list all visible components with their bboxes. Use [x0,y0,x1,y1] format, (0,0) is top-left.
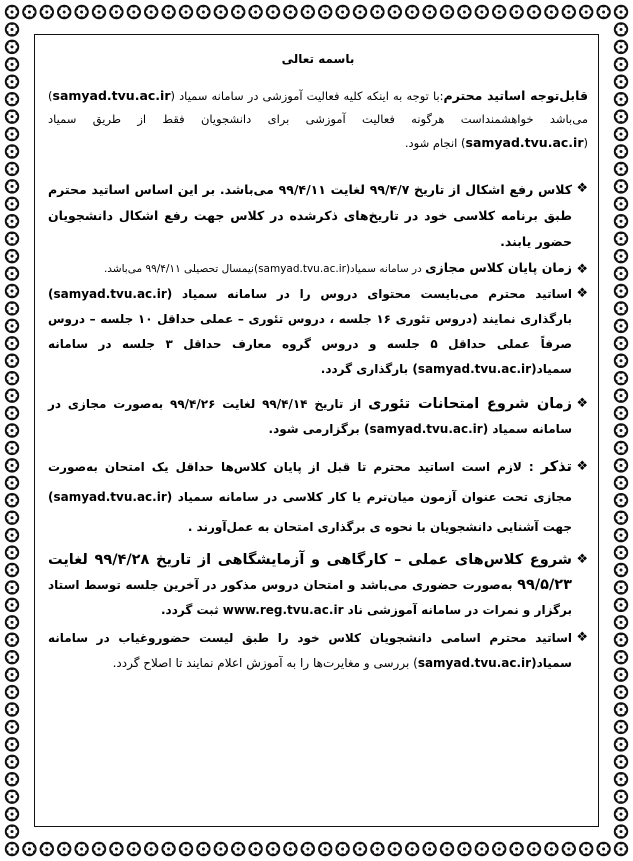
letter-body [48,52,588,676]
rosette-ornament-icon [5,650,19,664]
samyad-link[interactable]: samyad.tvu.ac.ir [258,263,346,275]
rosette-ornament-icon [562,842,576,856]
rosette-ornament-icon [614,249,628,263]
rosette-ornament-icon [231,842,245,856]
list-item-attendance [48,626,588,676]
rosette-ornament-icon [5,406,19,420]
rosette-ornament-icon [509,5,523,19]
rosette-ornament-icon [266,5,280,19]
rosette-ornament-icon [5,493,19,507]
list-item-content-upload [48,282,588,382]
rosette-ornament-icon [614,824,628,838]
rosette-ornament-icon [5,789,19,803]
rosette-ornament-icon [544,5,558,19]
rosette-ornament-icon [614,336,628,350]
rosette-ornament-icon [614,354,628,368]
item-text: ) بارگذاری نمایند (دروس تئوری ۱۶ جلسه ، دروس تئوری – عملی حداقل ۱۰ جلسه – دروس صرفاً عملی حداقل ۵ جلسه و دروس گروه معارف حداقل ۳ جلسه در سامانه سمیاد( [48,287,572,376]
rosette-ornament-icon [5,824,19,838]
rosette-ornament-icon [5,144,19,158]
rosette-ornament-icon [144,842,158,856]
rosette-ornament-icon [5,179,19,193]
rosette-ornament-icon [5,755,19,769]
rosette-ornament-icon [196,5,210,19]
rosette-ornament-icon [596,842,610,856]
rosette-ornament-icon [5,284,19,298]
rosette-ornament-icon [614,598,628,612]
rosette-ornament-icon [74,5,88,19]
diamond-bullet-icon: ❖ [576,262,588,277]
rosette-ornament-icon [5,667,19,681]
rosette-ornament-icon [614,406,628,420]
rosette-ornament-icon [475,842,489,856]
rosette-ornament-icon [5,842,19,856]
rosette-ornament-icon [492,5,506,19]
rosette-ornament-icon [614,144,628,158]
rosette-ornament-icon [614,179,628,193]
rosette-ornament-icon [440,5,454,19]
diamond-bullet-icon: ❖ [576,181,588,196]
rosette-ornament-icon [161,5,175,19]
item-text: : لازم است اساتید محترم تا قبل از پایان کلاس‌ها حداقل یک امتحان به‌صورت مجازی تحت عنوان آزمون میان‌ترم یا کار کلاسی در سامانه سمیاد ( [48,460,572,504]
rosette-ornament-icon [370,842,384,856]
item-text: )نیمسال تحصیلی ۹۹/۴/۱۱ می‌باشد. [103,263,259,275]
item-lead: زمان پایان کلاس مجازی [425,260,572,275]
intro-paragraph [48,84,588,155]
rosette-ornament-icon [196,842,210,856]
list-item-virtual-class-end [48,258,588,279]
rosette-ornament-icon [614,755,628,769]
rosette-ornament-icon [5,354,19,368]
diamond-bullet-icon: ❖ [576,286,588,301]
rosette-ornament-icon [5,528,19,542]
rosette-ornament-icon [109,842,123,856]
rosette-ornament-icon [5,266,19,280]
nad-link[interactable]: www.reg.tvu.ac.ir [222,603,344,617]
rosette-ornament-icon [161,842,175,856]
samyad-link[interactable]: samyad.tvu.ac.ir [417,656,532,670]
samyad-link[interactable]: samyad.tvu.ac.ir [417,362,532,376]
rosette-ornament-icon [544,842,558,856]
rosette-ornament-icon [144,5,158,19]
rosette-ornament-icon [422,842,436,856]
item-text: ) جهت آشنایی دانشجویان با نحوه ی برگذاری امتحان به عمل‌آورند . [48,490,572,534]
rosette-ornament-icon [5,510,19,524]
rosette-ornament-icon [5,249,19,263]
rosette-ornament-icon [5,57,19,71]
rosette-ornament-icon [405,842,419,856]
item-text: ) بررسی و مغایرت‌ها را به آموزش اعلام نمایند تا اصلاح گردد. [112,656,418,670]
rosette-ornament-icon [614,702,628,716]
rosette-ornament-icon [283,842,297,856]
page-title: باسمه تعالی [281,52,355,66]
rosette-ornament-icon [318,842,332,856]
rosette-ornament-icon [614,40,628,54]
rosette-ornament-icon [40,5,54,19]
rosette-ornament-icon [318,5,332,19]
list-item-practical-classes [48,548,588,623]
rosette-ornament-icon [614,563,628,577]
rosette-ornament-icon [614,615,628,629]
rosette-ornament-icon [614,842,628,856]
item-text: در سامانه سمیاد( [345,263,426,275]
rosette-ornament-icon [509,842,523,856]
rosette-ornament-icon [5,685,19,699]
rosette-ornament-icon [614,510,628,524]
intro-text-3: ) انجام شود. [404,136,466,150]
rosette-ornament-icon [335,842,349,856]
item-text: کلاس رفع اشکال از تاریخ ۹۹/۴/۷ لغایت ۹۹/۴/۱۱ می‌باشد. بر این اساس اساتید محترم طبق برنامه کلاسی خود در تاریخ‌های ذکرشده در کلاس جهت رفع اشکال دانشجویان حضور یابند. [48,182,572,249]
rosette-ornament-icon [440,842,454,856]
rosette-ornament-icon [579,842,593,856]
rosette-ornament-icon [283,5,297,19]
rosette-ornament-icon [248,5,262,19]
rosette-ornament-icon [614,5,628,19]
rosette-ornament-icon [614,528,628,542]
rosette-ornament-icon [5,5,19,19]
rosette-ornament-icon [5,615,19,629]
rosette-ornament-icon [614,266,628,280]
rosette-ornament-icon [614,231,628,245]
rosette-ornament-icon [5,301,19,315]
rosette-ornament-icon [5,162,19,176]
rosette-ornament-icon [5,580,19,594]
rosette-ornament-icon [179,5,193,19]
list-item-theory-exams [48,392,588,442]
rosette-ornament-icon [388,842,402,856]
rosette-ornament-icon [5,197,19,211]
rosette-ornament-icon [5,772,19,786]
rosette-ornament-icon [5,92,19,106]
rosette-ornament-icon [614,109,628,123]
diamond-bullet-icon: ❖ [576,396,588,411]
rosette-ornament-icon [5,476,19,490]
rosette-ornament-icon [301,842,315,856]
rosette-ornament-icon [5,598,19,612]
rosette-ornament-icon [74,842,88,856]
rosette-ornament-icon [22,5,36,19]
rosette-ornament-icon [614,319,628,333]
diamond-bullet-icon: ❖ [576,552,588,567]
item-lead: شروع کلاس‌های عملی – کارگاهی و آزمایشگاهی از تاریخ ۹۹/۴/۲۸ لغایت ۹۹/۵/۲۳ [48,552,572,593]
rosette-ornament-icon [266,842,280,856]
rosette-ornament-icon [614,493,628,507]
rosette-ornament-icon [614,737,628,751]
rosette-ornament-icon [5,388,19,402]
samyad-link[interactable]: samyad.tvu.ac.ir [465,135,584,150]
rosette-ornament-icon [614,772,628,786]
rosette-ornament-icon [370,5,384,19]
rosette-ornament-icon [5,40,19,54]
rosette-ornament-icon [5,319,19,333]
item-text: از تاریخ ۹۹/۴/۱۴ لغایت ۹۹/۴/۲۶ به‌صورت مجازی در سامانه سمیاد ( [48,397,572,436]
item-text: ثبت گردد. [160,603,223,617]
rosette-ornament-icon [92,5,106,19]
rosette-ornament-icon [614,75,628,89]
rosette-ornament-icon [5,109,19,123]
rosette-ornament-icon [614,720,628,734]
rosette-ornament-icon [214,5,228,19]
rosette-ornament-icon [614,284,628,298]
rosette-ornament-icon [353,842,367,856]
rosette-ornament-icon [5,214,19,228]
samyad-link[interactable]: samyad.tvu.ac.ir [53,490,167,504]
list-item-note [48,452,588,542]
rosette-ornament-icon [5,22,19,36]
rosette-ornament-icon [614,92,628,106]
rosette-ornament-icon [614,667,628,681]
rosette-ornament-icon [5,737,19,751]
intro-text-2: ) می‌باشد خواهشمنداست هرگونه فعالیت آموزشی برای دانشجویان فقط از طریق سمیاد ( [48,89,588,150]
rosette-ornament-icon [614,22,628,36]
rosette-ornament-icon [614,441,628,455]
intro-text-1: :با توجه به اینکه کلیه فعالیت آموزشی در سامانه سمیاد ( [170,89,444,103]
item-lead: تذکر [540,459,572,475]
item-text: ) برگزارمی شود. [268,422,370,436]
rosette-ornament-icon [457,842,471,856]
rosette-ornament-icon [614,650,628,664]
samyad-link[interactable]: samyad.tvu.ac.ir [369,422,483,436]
rosette-ornament-icon [614,807,628,821]
rosette-ornament-icon [614,423,628,437]
rosette-ornament-icon [614,789,628,803]
rosette-ornament-icon [5,441,19,455]
rosette-ornament-icon [127,842,141,856]
intro-lead: قابل‌توجه اساتید محترم [443,88,589,103]
samyad-link[interactable]: samyad.tvu.ac.ir [52,88,171,103]
rosette-ornament-icon [335,5,349,19]
item-text: اساتید محترم می‌بایست محتوای دروس را در سامانه سمیاد ( [166,287,572,301]
rosette-ornament-icon [57,5,71,19]
rosette-ornament-icon [596,5,610,19]
rosette-ornament-icon [614,545,628,559]
rosette-ornament-icon [301,5,315,19]
item-text: به‌صورت حضوری می‌باشد و امتحان دروس مذکور در آخرین جلسه توسط استاد برگزار و نمرات در سامانه آموزشی ناد [48,578,572,617]
rosette-ornament-icon [492,842,506,856]
rosette-ornament-icon [562,5,576,19]
rosette-ornament-icon [475,5,489,19]
item-lead: زمان شروع امتحانات تئوری [368,396,572,412]
rosette-ornament-icon [614,633,628,647]
rosette-ornament-icon [457,5,471,19]
rosette-ornament-icon [5,563,19,577]
rosette-ornament-icon [5,127,19,141]
rosette-ornament-icon [388,5,402,19]
rosette-ornament-icon [57,842,71,856]
rosette-ornament-icon [614,301,628,315]
rosette-ornament-icon [5,633,19,647]
rosette-ornament-icon [614,476,628,490]
rosette-ornament-icon [614,388,628,402]
diamond-bullet-icon: ❖ [576,459,588,474]
item-text: ) بارگذاری گردد. [320,362,418,376]
list-item-remedial-class [48,177,588,255]
rosette-ornament-icon [5,702,19,716]
rosette-ornament-icon [109,5,123,19]
rosette-ornament-icon [5,458,19,472]
rosette-ornament-icon [5,231,19,245]
rosette-ornament-icon [614,580,628,594]
rosette-ornament-icon [5,720,19,734]
rosette-ornament-icon [5,336,19,350]
diamond-bullet-icon: ❖ [576,630,588,645]
rosette-ornament-icon [5,371,19,385]
rosette-ornament-icon [614,685,628,699]
rosette-ornament-icon [5,423,19,437]
samyad-link[interactable]: samyad.tvu.ac.ir [53,287,167,301]
rosette-ornament-icon [5,75,19,89]
rosette-ornament-icon [353,5,367,19]
rosette-ornament-icon [614,57,628,71]
rosette-ornament-icon [127,5,141,19]
rosette-ornament-icon [527,842,541,856]
rosette-ornament-icon [22,842,36,856]
rosette-ornament-icon [579,5,593,19]
rosette-ornament-icon [614,371,628,385]
rosette-ornament-icon [614,127,628,141]
rosette-ornament-icon [614,197,628,211]
rosette-ornament-icon [422,5,436,19]
rosette-ornament-icon [40,842,54,856]
rosette-ornament-icon [92,842,106,856]
rosette-ornament-icon [614,214,628,228]
rosette-ornament-icon [5,545,19,559]
rosette-ornament-icon [179,842,193,856]
rosette-ornament-icon [527,5,541,19]
rosette-ornament-icon [231,5,245,19]
rosette-ornament-icon [405,5,419,19]
rosette-ornament-icon [614,458,628,472]
rosette-ornament-icon [614,162,628,176]
rosette-ornament-icon [214,842,228,856]
rosette-ornament-icon [248,842,262,856]
rosette-ornament-icon [5,807,19,821]
item-text: اساتید محترم اسامی دانشجویان کلاس خود را طبق لیست حضوروغیاب در سامانه سمیاد( [48,631,572,670]
